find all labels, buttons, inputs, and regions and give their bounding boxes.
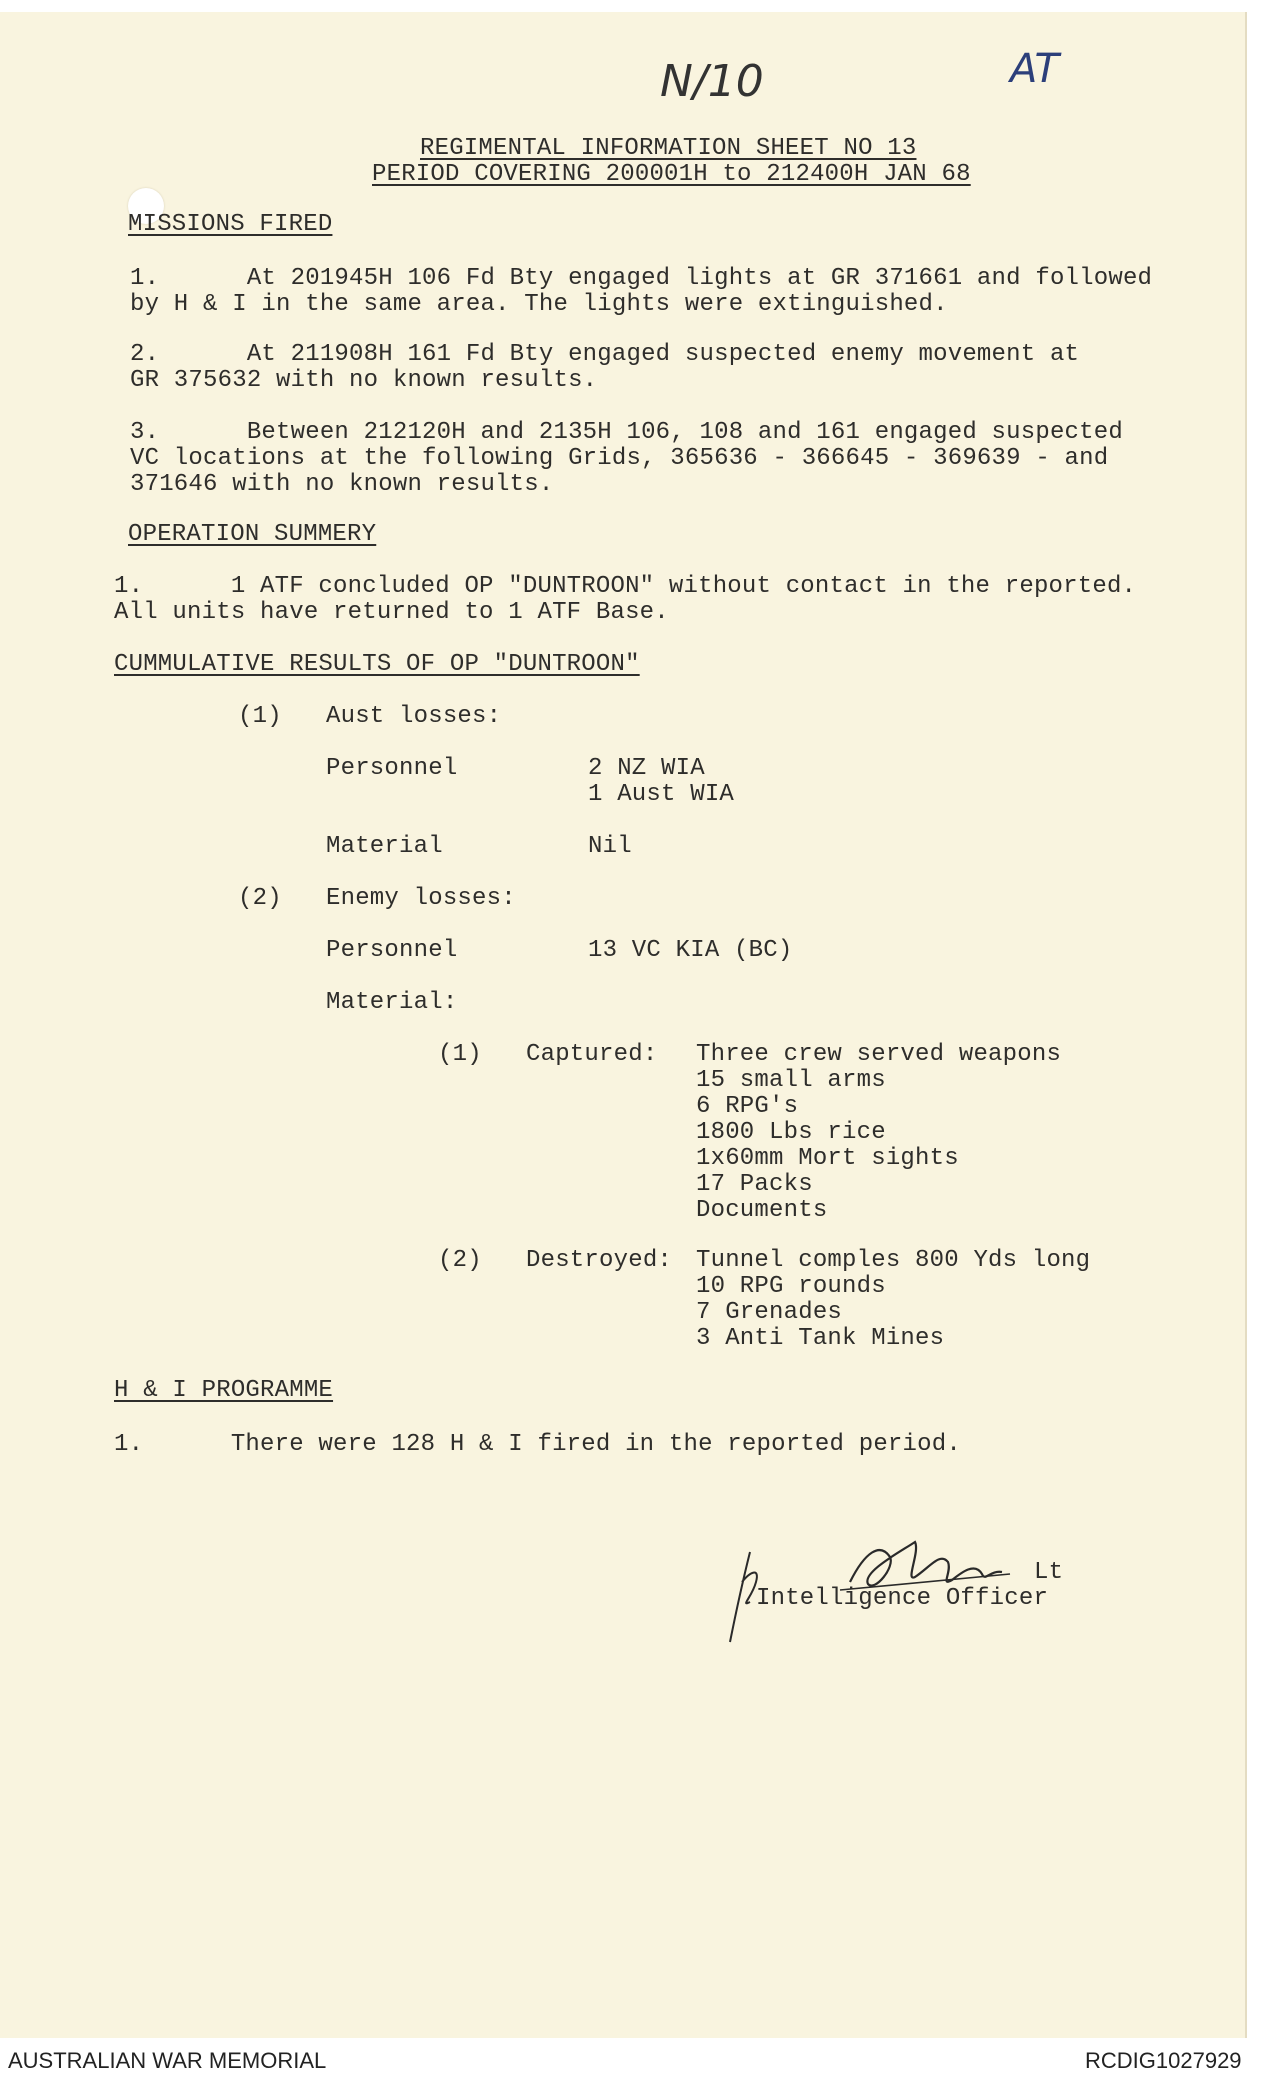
hi-line: 1. There were 128 H & I fired in the reported period.	[114, 1431, 961, 1458]
results-heading: CUMMULATIVE RESULTS OF OP "DUNTROON"	[114, 651, 640, 678]
mission-1-line-1: 1. At 201945H 106 Fd Bty engaged lights at GR 371661 and followed	[130, 265, 1153, 292]
handwritten-initials: AT	[1010, 46, 1059, 92]
signature-title: Intelligence Officer	[756, 1585, 1049, 1612]
aust-personnel-2: 1 Aust WIA	[588, 781, 735, 808]
mission-3-line-3: 371646 with no known results.	[130, 471, 554, 498]
operation-line-2: All units have returned to 1 ATF Base.	[114, 599, 669, 626]
captured-item: 6 RPG's	[696, 1093, 799, 1120]
aust-material-value: Nil	[588, 833, 632, 860]
captured-item: Documents	[696, 1197, 828, 1224]
captured-item: 1800 Lbs rice	[696, 1119, 886, 1146]
document-page	[0, 12, 1247, 2038]
operation-heading: OPERATION SUMMERY	[128, 521, 377, 548]
mission-2-line-2: GR 375632 with no known results.	[130, 367, 598, 394]
captured-label: Captured:	[526, 1041, 658, 1068]
aust-material-label: Material	[326, 833, 443, 860]
footer-id: RCDIG1027929	[1085, 2048, 1242, 2073]
signature-rank: Lt	[1034, 1559, 1064, 1586]
enemy-material-label: Material:	[326, 989, 458, 1016]
document-title: REGIMENTAL INFORMATION SHEET NO 13	[420, 135, 917, 162]
captured-item: 17 Packs	[696, 1171, 813, 1198]
enemy-personnel-label: Personnel	[326, 937, 458, 964]
enemy-number: (2)	[238, 885, 282, 912]
destroyed-item: 3 Anti Tank Mines	[696, 1325, 945, 1352]
destroyed-item: Tunnel comples 800 Yds long	[696, 1247, 1091, 1274]
captured-number: (1)	[438, 1041, 482, 1068]
signature-scribble	[690, 1512, 1050, 1652]
aust-label: Aust losses:	[326, 703, 502, 730]
enemy-label: Enemy losses:	[326, 885, 516, 912]
mission-3-line-1: 3. Between 212120H and 2135H 106, 108 and 161 engaged suspected	[130, 419, 1123, 446]
mission-2-line-1: 2. At 211908H 161 Fd Bty engaged suspected enemy movement at	[130, 341, 1080, 368]
footer-source: AUSTRALIAN WAR MEMORIAL	[8, 2048, 327, 2073]
mission-3-line-2: VC locations at the following Grids, 365636 - 366645 - 369639 - and	[130, 445, 1109, 472]
captured-item: 15 small arms	[696, 1067, 886, 1094]
aust-personnel-label: Personnel	[326, 755, 458, 782]
aust-number: (1)	[238, 703, 282, 730]
captured-item: 1x60mm Mort sights	[696, 1145, 959, 1172]
hi-heading: H & I PROGRAMME	[114, 1377, 334, 1404]
destroyed-label: Destroyed:	[526, 1247, 673, 1274]
missions-heading: MISSIONS FIRED	[128, 211, 333, 238]
enemy-personnel-value: 13 VC KIA (BC)	[588, 937, 793, 964]
mission-1-line-2: by H & I in the same area. The lights were extinguished.	[130, 291, 948, 318]
captured-item: Three crew served weapons	[696, 1041, 1062, 1068]
destroyed-number: (2)	[438, 1247, 482, 1274]
destroyed-item: 10 RPG rounds	[696, 1273, 886, 1300]
aust-personnel-1: 2 NZ WIA	[588, 755, 705, 782]
handwritten-file-number: N/10	[660, 56, 764, 107]
operation-line-1: 1. 1 ATF concluded OP "DUNTROON" without contact in the reported.	[114, 573, 1137, 600]
destroyed-item: 7 Grenades	[696, 1299, 843, 1326]
document-period: PERIOD COVERING 200001H to 212400H JAN 68	[372, 161, 971, 188]
